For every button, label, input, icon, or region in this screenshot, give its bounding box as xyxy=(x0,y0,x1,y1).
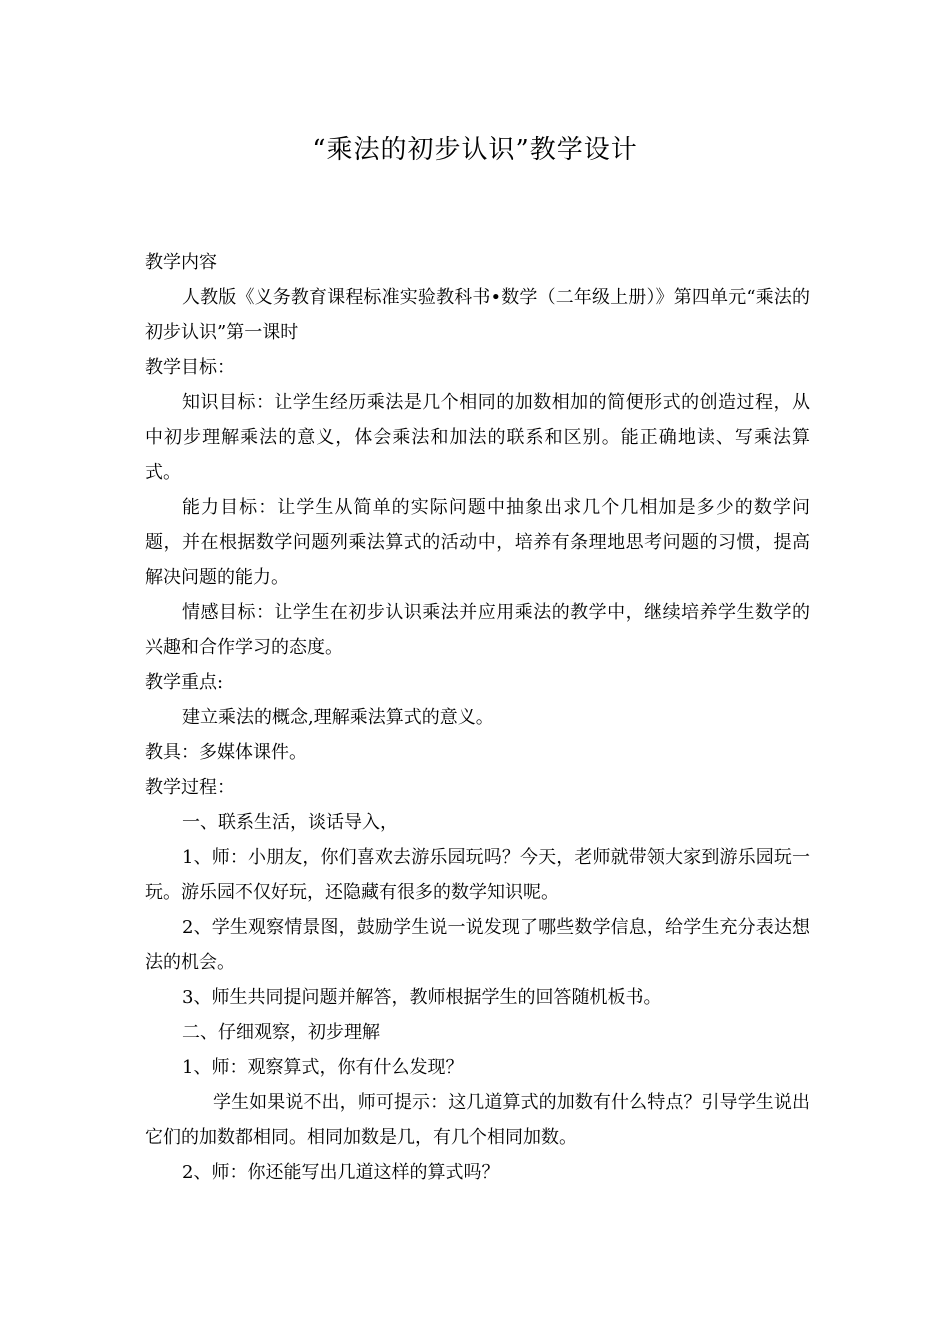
paragraph-teaching-aids: 教具：多媒体课件。 xyxy=(145,742,307,763)
heading-teaching-content: 教学内容 xyxy=(145,252,217,273)
paragraph-step-2-2: 2、师：你还能写出几道这样的算式吗？ xyxy=(182,1162,500,1183)
paragraph-key-points: 建立乘法的概念,理解乘法算式的意义。 xyxy=(182,707,494,728)
section-heading-1: 一、联系生活，谈话导入， xyxy=(182,812,398,833)
document-body xyxy=(145,245,810,1190)
paragraph-textbook: 人教版《义务教育课程标准实验教科书•数学（二年级上册）》第四单元“乘法的初步认识”第一课时 xyxy=(145,287,810,343)
heading-teaching-process: 教学过程： xyxy=(145,777,235,798)
heading-key-points: 教学重点: xyxy=(145,672,224,693)
paragraph-emotion-goal: 情感目标：让学生在初步认识乘法并应用乘法的教学中，继续培养学生数学的兴趣和合作学习的态度。 xyxy=(145,602,810,658)
section-heading-2: 二、仔细观察，初步理解 xyxy=(182,1022,380,1043)
document-title: “乘法的初步认识”教学设计 xyxy=(312,135,638,165)
heading-teaching-goals: 教学目标： xyxy=(145,357,235,378)
paragraph-step-1-2: 2、学生观察情景图，鼓励学生说一说发现了哪些数学信息，给学生充分表达想法的机会。 xyxy=(145,917,810,973)
paragraph-ability-goal: 能力目标：让学生从简单的实际问题中抽象出求几个几相加是多少的数学问题，并在根据数学问题列乘法算式的活动中，培养有条理地思考问题的习惯，提高解决问题的能力。 xyxy=(145,497,810,588)
paragraph-step-1-3: 3、师生共同提问题并解答，教师根据学生的回答随机板书。 xyxy=(182,987,662,1008)
paragraph-step-2-hint: 学生如果说不出，师可提示：这几道算式的加数有什么特点？引导学生说出它们的加数都相同。相同加数是几，有几个相同加数。 xyxy=(145,1092,810,1148)
paragraph-step-2-1: 1、师：观察算式，你有什么发现？ xyxy=(182,1057,464,1078)
paragraph-step-1-1: 1、师：小朋友，你们喜欢去游乐园玩吗？今天，老师就带领大家到游乐园玩一玩。游乐园不仅好玩，还隐藏有很多的数学知识呢。 xyxy=(145,847,810,903)
paragraph-knowledge-goal: 知识目标：让学生经历乘法是几个相同的加数相加的简便形式的创造过程，从中初步理解乘法的意义，体会乘法和加法的联系和区别。能正确地读、写乘法算式。 xyxy=(145,392,810,483)
